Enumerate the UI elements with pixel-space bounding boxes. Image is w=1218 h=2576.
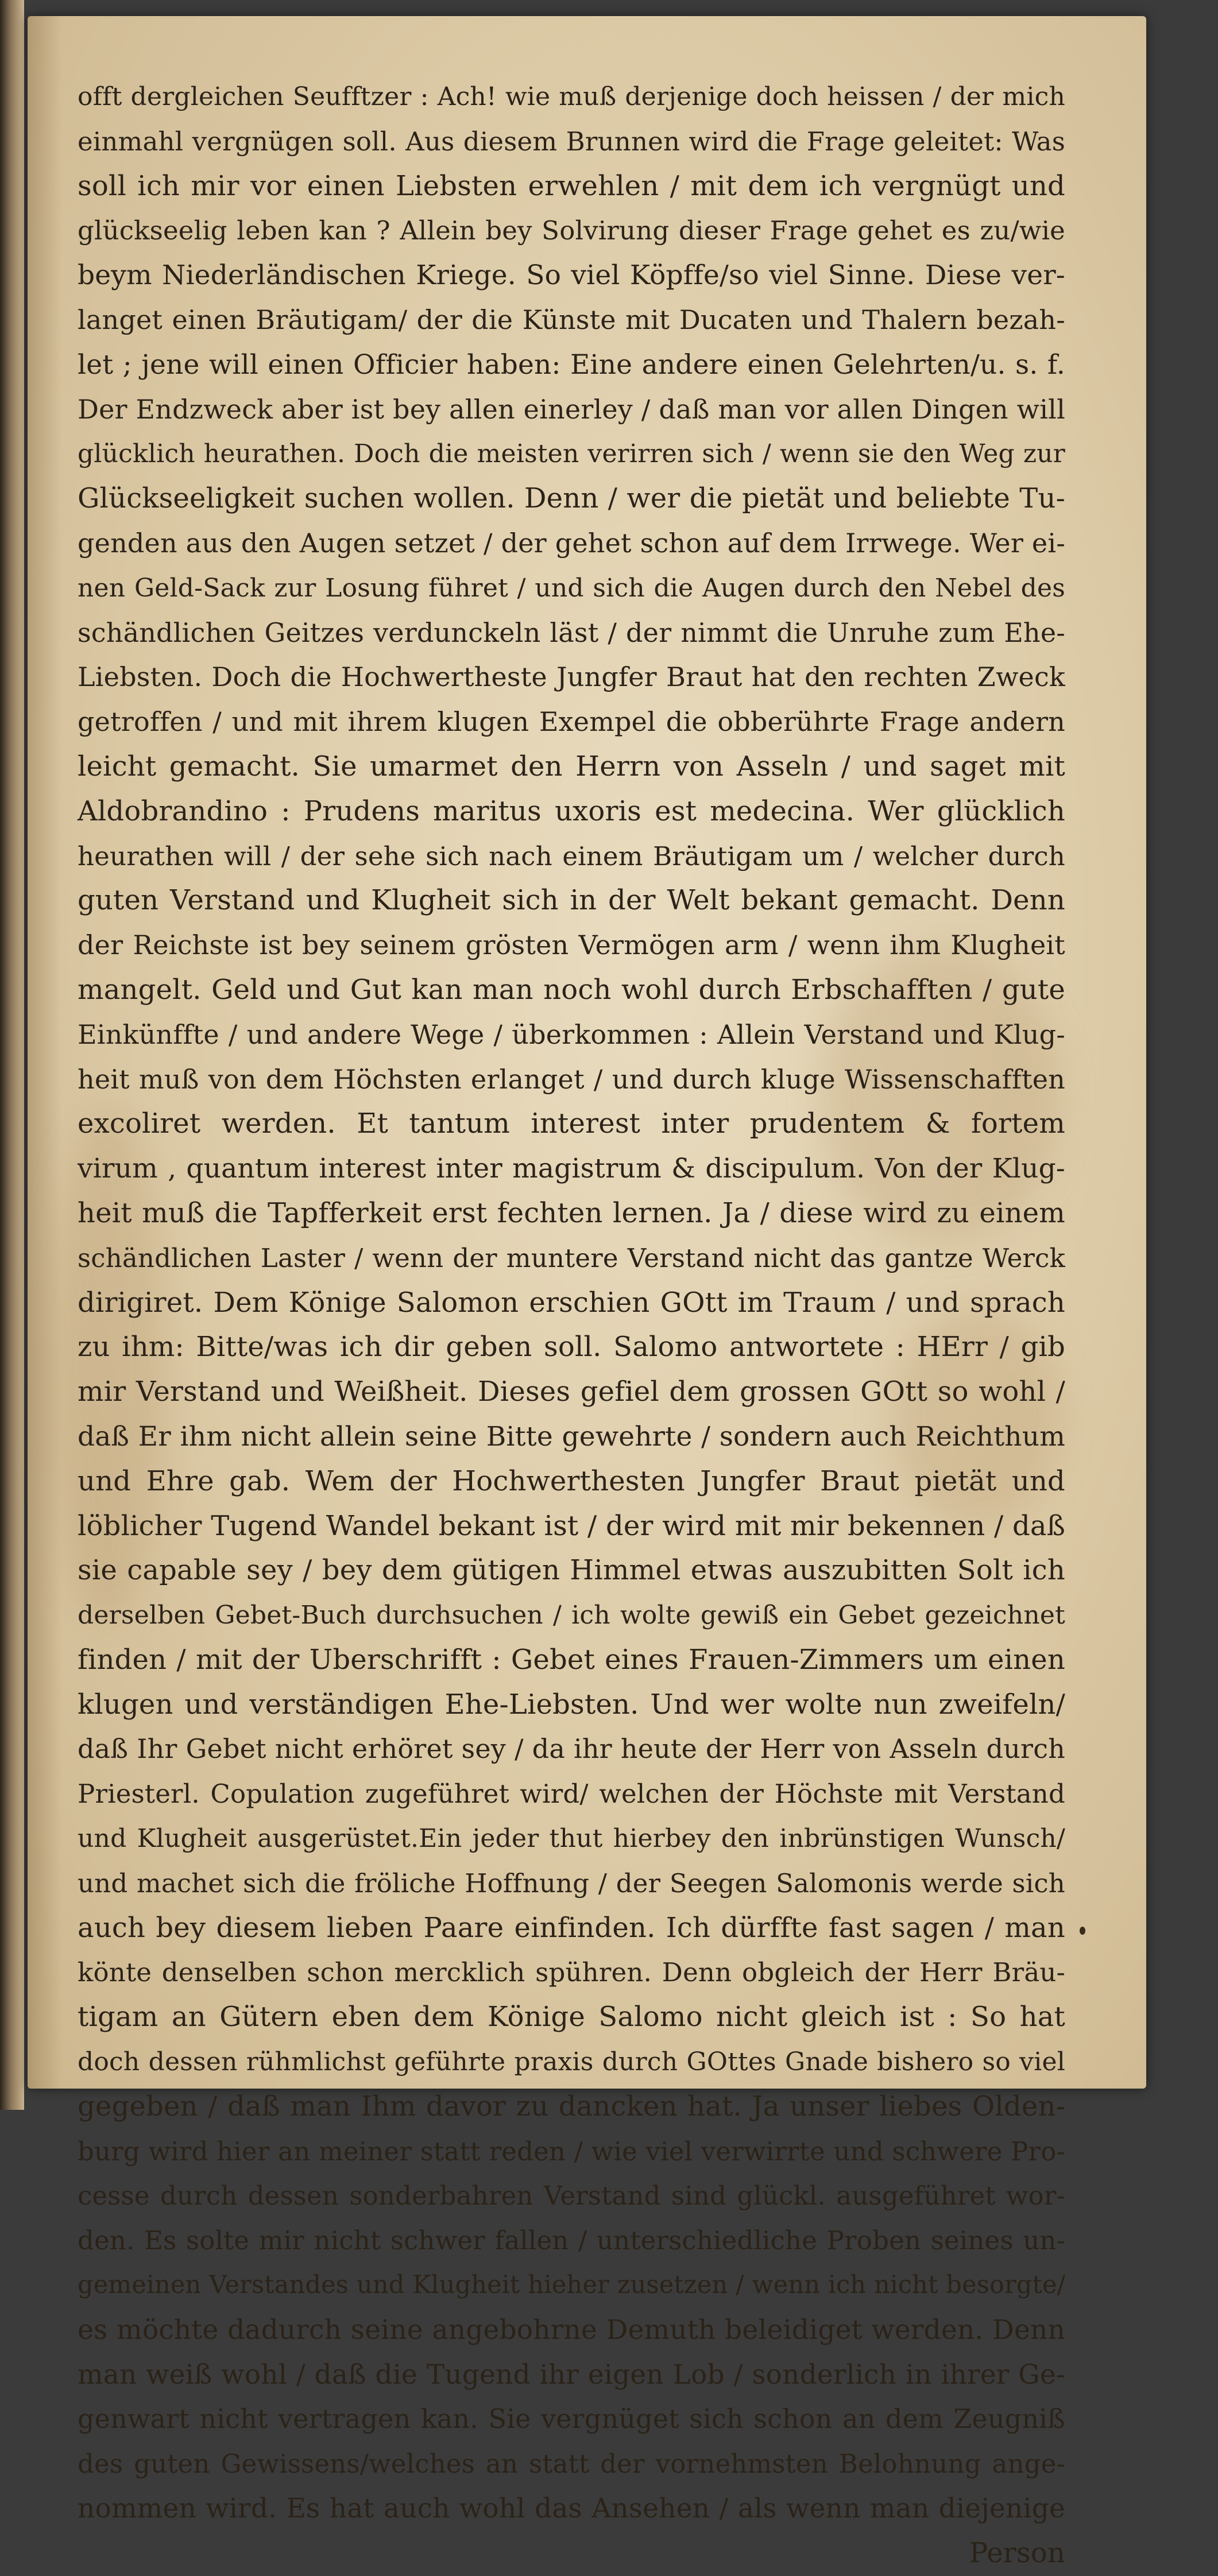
text-line: let ; jene will einen Officier haben: Eine andere einen Gelehrten/u. s. f.	[78, 348, 1065, 381]
text-line: cesse durch dessen sonderbahren Verstand sind glückl. ausgeführet wor-	[78, 2180, 1065, 2211]
text-line: gegeben / daß man Ihm davor zu dancken hat. Ja unser liebes Olden-	[78, 2090, 1065, 2122]
text-line: löblicher Tugend Wandel bekant ist / der wird mit mir bekennen / daß	[78, 1509, 1065, 1542]
text-line: genwart nicht vertragen kan. Sie vergnüget sich schon an dem Zeugniß	[78, 2403, 1065, 2435]
text-line: getroffen / und mit ihrem klugen Exempel die obberührte Frage andern	[78, 706, 1065, 738]
text-line: doch dessen rühmlichst geführte praxis durch GOttes Gnade bishero so viel	[78, 2047, 1065, 2077]
text-line: daß Ihr Gebet nicht erhöret sey / da ihr heute der Herr von Asseln durch	[78, 1733, 1065, 1765]
text-line: sie capable sey / bey dem gütigen Himmel etwas auszubitten Solt ich	[78, 1554, 1065, 1587]
text-line: und Klugheit ausgerüstet.Ein jeder thut hierbey den inbrünstigen Wunsch/	[78, 1824, 1065, 1854]
text-line: beym Niederländischen Kriege. So viel Köpffe/so viel Sinne. Diese ver-	[78, 259, 1065, 292]
text-line: man weiß wohl / daß die Tugend ihr eigen Lob / sonderlich in ihrer Ge-	[78, 2358, 1065, 2391]
text-line: Liebsten. Doch die Hochwertheste Jungfer Braut hat den rechten Zweck	[78, 661, 1065, 693]
text-line: burg wird hier an meiner statt reden / wie viel verwirrte und schwere Pro-	[78, 2136, 1065, 2167]
text-line: mir Verstand und Weißheit. Dieses gefiel dem grossen GOtt so wohl /	[78, 1376, 1065, 1408]
text-line: derselben Gebet-Buch durchsuchen / ich wolte gewiß ein Gebet gezeichnet	[78, 1601, 1065, 1630]
text-line: daß Er ihm nicht allein seine Bitte gewehrte / sondern auch Reichthum	[78, 1420, 1065, 1452]
text-line: auch bey diesem lieben Paare einfinden. Ich dürffte fast sagen / man	[78, 1911, 1065, 1944]
text-line: könte denselben schon mercklich spühren. Denn obgleich der Herr Bräu-	[78, 1957, 1065, 1988]
text-line: Der Endzweck aber ist bey allen einerley / daß man vor allen Dingen will	[78, 393, 1065, 425]
text-line: glückseelig leben kan ? Allein bey Solvirung dieser Frage gehet es zu/wie	[78, 215, 1065, 246]
text-line: klugen und verständigen Ehe-Liebsten. Und wer wolte nun zweifeln/	[78, 1688, 1065, 1721]
text-line: glücklich heurathen. Doch die meisten verirren sich / wenn sie den Weg zur	[78, 439, 1065, 469]
ink-dot	[1080, 1927, 1085, 1935]
text-line: soll ich mir vor einen Liebsten erwehlen / mit dem ich vergnügt und	[78, 169, 1065, 202]
text-line: tigam an Gütern eben dem Könige Salomo nicht gleich ist : So hat	[78, 2001, 1065, 2033]
text-line: Aldobrandino : Prudens maritus uxoris est medecina. Wer glücklich	[78, 795, 1065, 827]
text-line: virum , quantum interest inter magistrum & discipulum. Von der Klug-	[78, 1153, 1065, 1185]
text-line: zu ihm: Bitte/was ich dir geben soll. Salomo antwortete : HErr / gib	[78, 1331, 1065, 1363]
text-line: und machet sich die fröliche Hoffnung / der Seegen Salomonis werde sich	[78, 1868, 1065, 1899]
text-line: Priesterl. Copulation zugeführet wird/ welchen der Höchste mit Verstand	[78, 1779, 1065, 1810]
text-line: des guten Gewissens/welches an statt der vornehmsten Belohnung ange-	[78, 2449, 1065, 2480]
text-line: excoliret werden. Et tantum interest inter prudentem & fortem	[78, 1107, 1065, 1140]
text-line: langet einen Bräutigam/ der die Künste mit Ducaten und Thalern bezah-	[78, 304, 1065, 335]
text-line: Glückseeligkeit suchen wollen. Denn / wer die pietät und beliebte Tu-	[78, 482, 1065, 515]
text-line: heit muß die Tapfferkeit erst fechten lernen. Ja / diese wird zu einem	[78, 1196, 1065, 1229]
text-line: den. Es solte mir nicht schwer fallen / unterschiedliche Proben seines un-	[78, 2225, 1065, 2256]
text-line: gemeinen Verstandes und Klugheit hieher zusetzen / wenn ich nicht besorgte/	[78, 2271, 1066, 2300]
catchword: Person	[969, 2536, 1065, 2569]
adjacent-page-edge	[0, 0, 24, 2110]
text-line: leicht gemacht. Sie umarmet den Herrn von Asseln / und saget mit	[78, 750, 1065, 783]
text-line: heit muß von dem Höchsten erlanget / und durch kluge Wissenschafften	[78, 1063, 1065, 1095]
text-line: dirigiret. Dem Könige Salomon erschien GOtt im Traum / und sprach	[78, 1286, 1065, 1319]
text-line: einmahl vergnügen soll. Aus diesem Brunnen wird die Frage geleitet: Was	[78, 126, 1065, 157]
text-line: mangelt. Geld und Gut kan man noch wohl durch Erbschafften / gute	[78, 973, 1065, 1006]
text-line: heurathen will / der sehe sich nach einem Bräutigam um / welcher durch	[78, 840, 1065, 871]
text-line: genden aus den Augen setzet / der gehet schon auf dem Irrwege. Wer ei-	[78, 527, 1065, 559]
text-line: offt dergleichen Seufftzer : Ach! wie muß derjenige doch heissen / der mich	[78, 82, 1065, 111]
text-line: der Reichste ist bey seinem grösten Vermögen arm / wenn ihm Klugheit	[78, 929, 1065, 961]
text-line: es möchte dadurch seine angebohrne Demuth beleidiget werden. Denn	[78, 2314, 1065, 2346]
text-line: schändlichen Laster / wenn der muntere Verstand nicht das gantze Werck	[78, 1242, 1065, 1273]
page-text	[78, 75, 1065, 2576]
text-line: nommen wird. Es hat auch wohl das Ansehen / als wenn man diejenige	[78, 2493, 1065, 2525]
text-line: Einkünffte / und andere Wege / überkommen : Allein Verstand und Klug-	[78, 1018, 1065, 1050]
text-line: nen Geld-Sack zur Losung führet / und sich die Augen durch den Nebel des	[78, 573, 1065, 603]
text-line: und Ehre gab. Wem der Hochwerthesten Jungfer Braut pietät und	[78, 1465, 1065, 1497]
text-line: finden / mit der Uberschrifft : Gebet eines Frauen-Zimmers um einen	[78, 1643, 1065, 1676]
text-line: guten Verstand und Klugheit sich in der Welt bekant gemacht. Denn	[78, 884, 1065, 917]
text-line: schändlichen Geitzes verdunckeln läst / der nimmt die Unruhe zum Ehe-	[78, 617, 1065, 648]
